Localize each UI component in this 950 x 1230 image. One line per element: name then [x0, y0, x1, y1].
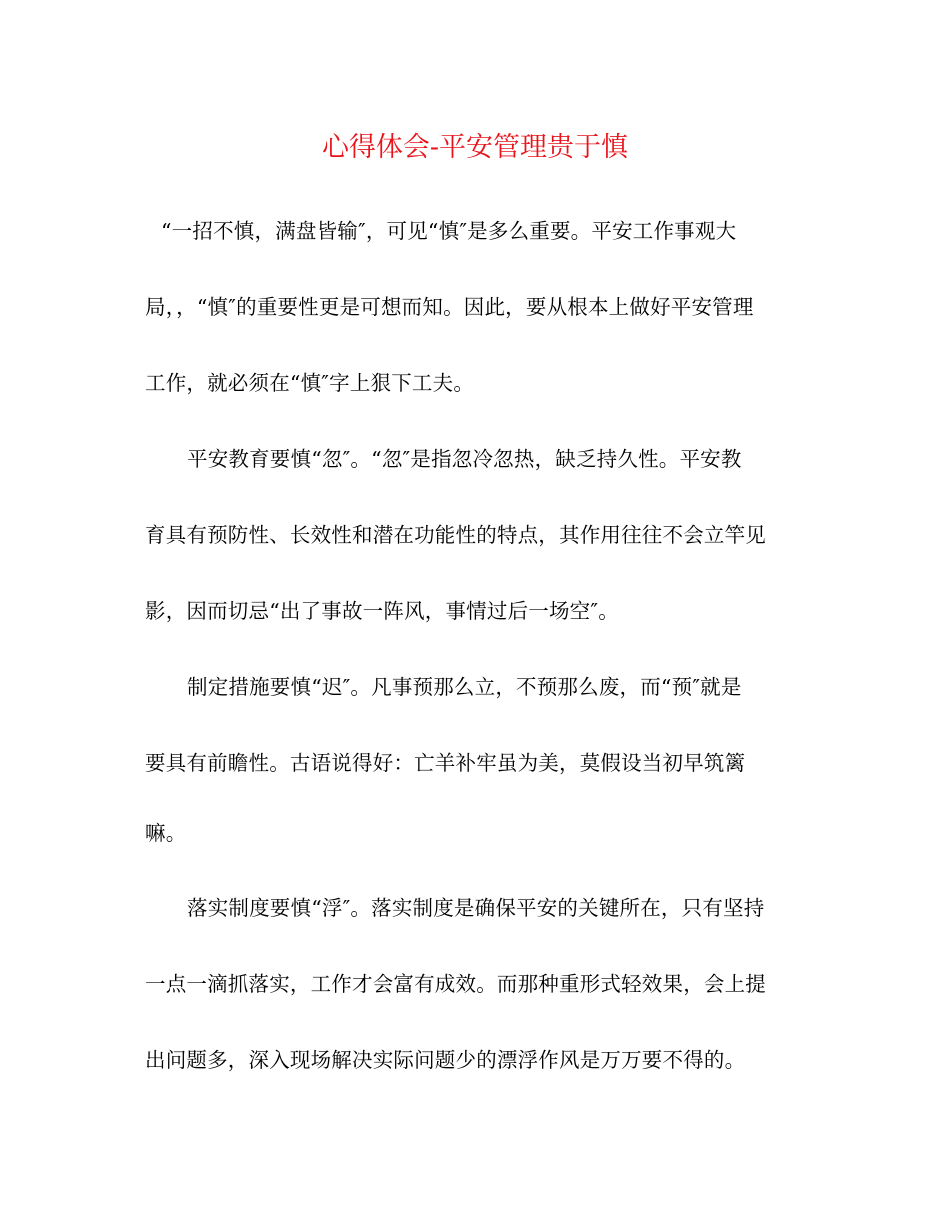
paragraph-1-line-2: 局，，“慎″的重要性更是可想而知。因此，要从根本上做好平安管理 [145, 295, 754, 319]
paragraph-3-line-2: 要具有前瞻性。古语说得好：亡羊补牢虽为美，莫假设当初早筑篱 [145, 751, 746, 775]
paragraph-4-line-1: 落实制度要慎“浮″。落实制度是确保平安的关键所在，只有坚持 [187, 896, 765, 920]
paragraph-1-line-1: “一招不慎，满盘皆输″，可见“慎″是多么重要。平安工作事观大 [161, 219, 737, 243]
paragraph-2-line-1: 平安教育要慎“忽″。“忽″是指忽冷忽热，缺乏持久性。平安教 [187, 447, 742, 471]
paragraph-3-line-3: 嘛。 [145, 821, 187, 845]
paragraph-1-line-3: 工作，就必须在“慎″字上狠下工夫。 [145, 371, 475, 395]
paragraph-3-line-1: 制定措施要慎“迟″。凡事预那么立，不预那么废，而“预″就是 [187, 675, 742, 699]
document-title: 心得体会-平安管理贵于慎 [321, 132, 629, 163]
paragraph-2-line-2: 育具有预防性、长效性和潜在功能性的特点，其作用往往不会立竿见 [145, 523, 766, 547]
paragraph-2-line-3: 影，因而切忌“出了事故一阵风，事情过后一场空″。 [145, 599, 619, 623]
paragraph-4-line-3: 出问题多，深入现场解决实际问题少的漂浮作风是万万要不得的。 [145, 1048, 746, 1072]
paragraph-4-line-2: 一点一滴抓落实，工作才会富有成效。而那种重形式轻效果，会上提 [145, 972, 766, 996]
